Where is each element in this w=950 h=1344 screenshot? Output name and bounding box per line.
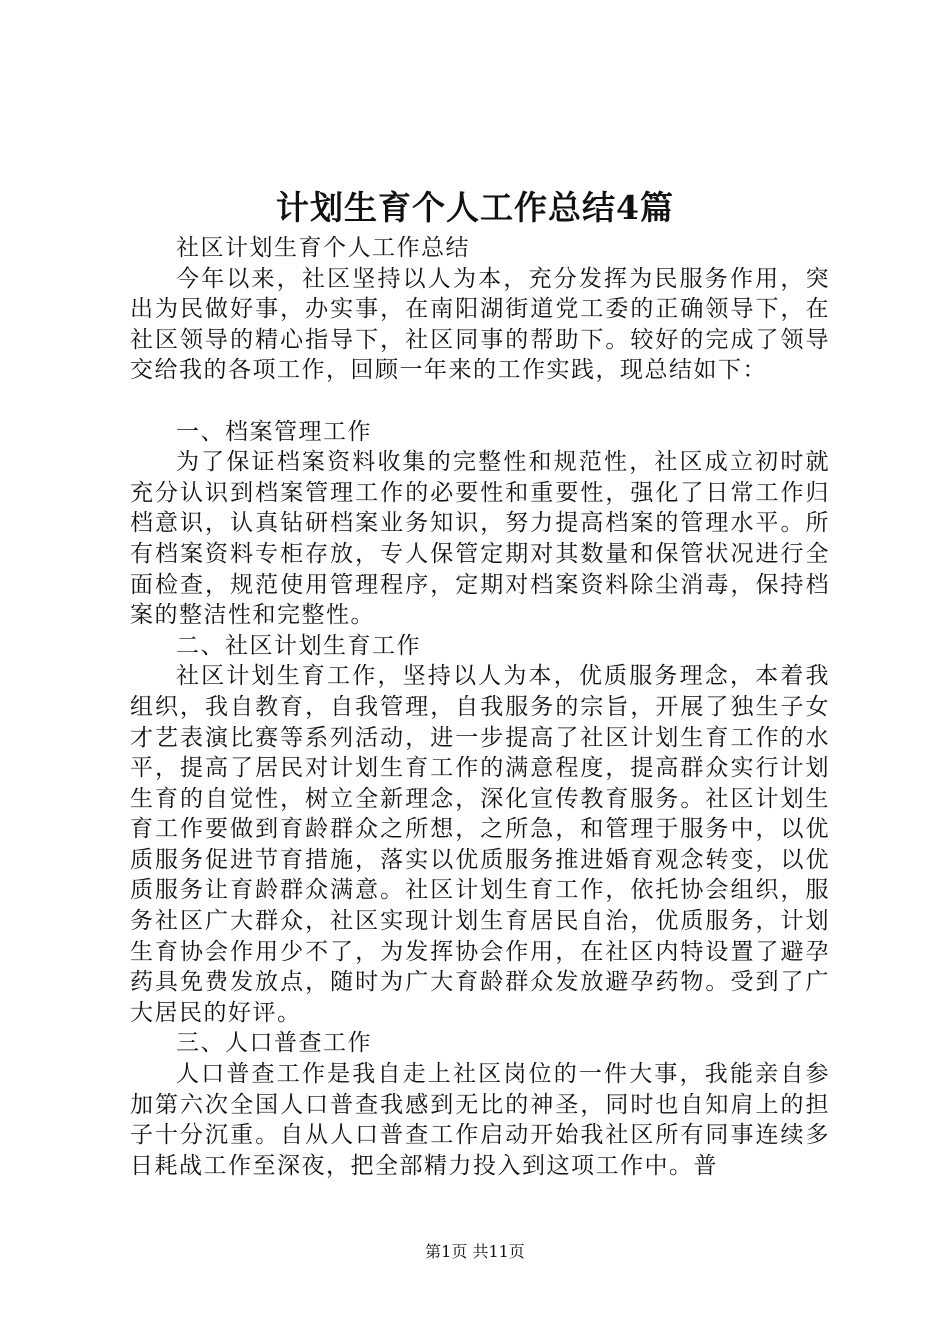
paragraph-intro: 今年以来，社区坚持以人为本，充分发挥为民服务作用，突出为民做好事，办实事，在南阳湖街道党工委的正确领导下，在社区领导的精心指导下，社区同事的帮助下。较好的完成了领导交给我的各项工作，回顾一年来的工作实践，现总结如下： (130, 265, 830, 384)
document-title: 计划生育个人工作总结4篇 (276, 188, 674, 227)
document-body (130, 233, 830, 1181)
page-number-footer: 第1页 共11页 (425, 1242, 525, 1261)
section-heading-family-planning: 二、社区计划生育工作 (176, 632, 421, 659)
section-heading-census: 三、人口普查工作 (176, 1030, 372, 1057)
paragraph-spacer (130, 386, 830, 417)
section-heading-archives: 一、档案管理工作 (176, 418, 372, 445)
paragraph-archives: 为了保证档案资料收集的完整性和规范性，社区成立初时就充分认识到档案管理工作的必要性和重要性，强化了日常工作归档意识，认真钻研档案业务知识，努力提高档案的管理水平。所有档案资料专柜存放，专人保管定期对其数量和保管状况进行全面检查，规范使用管理程序，定期对档案资料除尘消毒，保持档案的整洁性和完整性。 (130, 449, 830, 629)
paragraph-census: 人口普查工作是我自走上社区岗位的一件大事，我能亲自参加第六次全国人口普查我感到无比的神圣，同时也自知肩上的担子十分沉重。自从人口普查工作启动开始我社区所有同事连续多日耗战工作至深夜，把全部精力投入到这项工作中。普 (130, 1061, 830, 1179)
document-subtitle: 社区计划生育个人工作总结 (176, 235, 470, 261)
paragraph-family-planning: 社区计划生育工作，坚持以人为本，优质服务理念，本着我组织，我自教育，自我管理，自我服务的宗旨，开展了独生子女才艺表演比赛等系列活动，进一步提高了社区计划生育工作的水平，提高了居民对计划生育工作的满意程度，提高群众实行计划生育的自觉性，树立全新理念，深化宣传教育服务。社区计划生育工作要做到育龄群众之所想，之所急，和管理于服务中，以优质服务促进节育措施，落实以优质服务推进婚育观念转变，以优质服务让育龄群众满意。社区计划生育工作，依托协会组织，服务社区广大群众，社区实现计划生育居民自治，优质服务，计划生育协会作用少不了，为发挥协会作用，在社区内特设置了避孕药具免费发放点，随时为广大育龄群众发放避孕药物。受到了广大居民的好评。 (130, 663, 830, 1026)
